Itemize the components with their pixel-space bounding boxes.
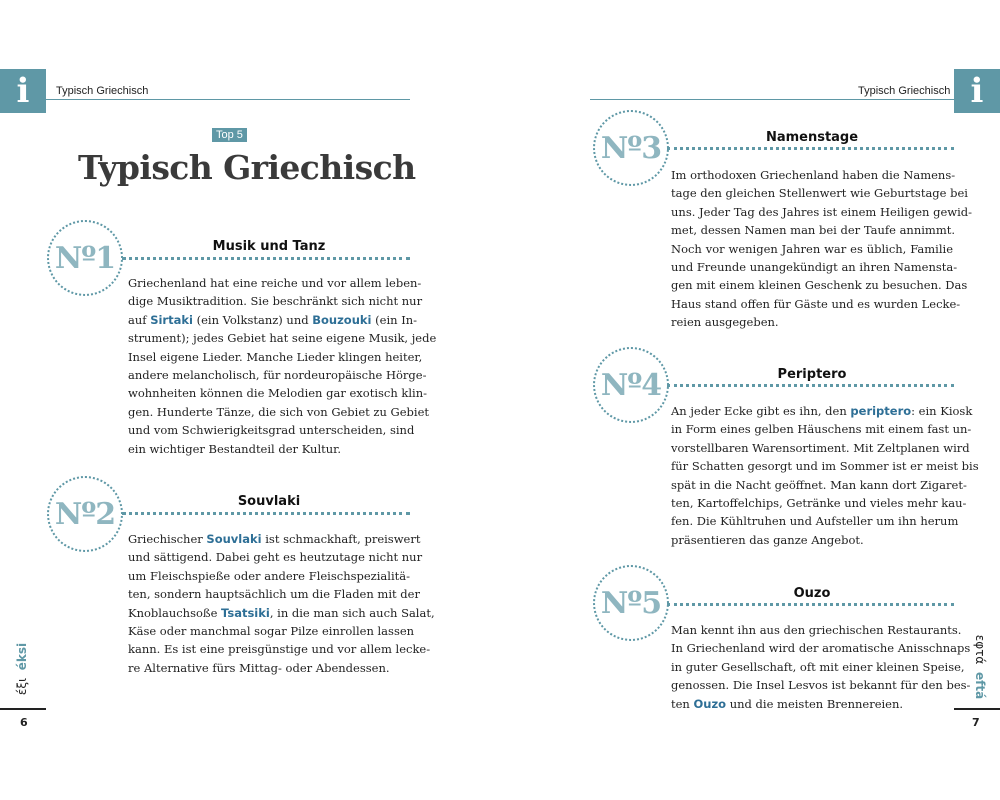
text-line: ten, sondern hauptsächlich um die Fladen mit der [128,587,420,602]
dotted-rule [667,147,954,150]
keyword: Ouzo [693,696,727,711]
text-line: ein wichtiger Bestandteil der Kultur. [128,441,342,456]
text-line: spät in die Nacht geöffnet. Man kann dort Zigaret- [671,477,967,492]
text-line: Griechenland hat eine reiche und vor allem leben- [128,276,422,290]
greek-word: εφτά [973,634,988,665]
text-line: in guter Gesellschaft, oft mit einer kleinen Speise, [671,659,965,674]
text-line: Knoblauchsoße Tsatsiki, in die man sich auch Salat, [128,605,435,620]
page-number-right: 7 [972,716,980,729]
greek-translit: éksi [15,642,30,671]
text-line: und Freunde unangekündigt an ihren Namensta- [671,260,958,275]
text-line: tage den gleichen Stellenwert wie Geburtstage bei [671,186,968,201]
text-line: dige Musiktradition. Sie beschränkt sich nicht nur [128,294,423,309]
number-badge: Nº2 [47,476,123,552]
text-line: fen. Die Kühltruhen und Aufsteller um ihn herum [671,514,959,529]
keyword: periptero [850,404,912,418]
text-line: An jeder Ecke gibt es ihn, den periptero: ein Kiosk [671,404,973,418]
number-badge: Nº3 [593,110,669,186]
text-line: strument); jedes Gebiet hat seine eigene Musik, jede [128,331,437,346]
text-line: met, dessen Namen man bei der Taufe annimmt. [671,223,956,238]
section-body [671,166,973,332]
text-line: andere melancholisch, für nordeuropäische Hörge- [128,368,427,383]
text-line: genossen. Die Insel Lesvos ist bekannt für den bes- [671,678,971,693]
section-body [671,621,971,713]
page-title: Typisch Griechisch [78,148,416,187]
margin-number-word-right [973,635,987,699]
number-badge: Nº1 [47,220,123,296]
page-rule [0,708,46,710]
section-body [128,530,435,677]
text-line: gen. Hunderte Tänze, die sich von Gebiet zu Gebiet [128,404,430,419]
text-line: ten Ouzo und die meisten Brennereien. [671,696,904,711]
margin-number-word-left [15,643,29,695]
number-badge: Nº4 [593,347,669,423]
text-line: Noch vor wenigen Jahren war es üblich, Familie [671,241,953,256]
keyword: Souvlaki [206,532,262,546]
page-number-left: 6 [20,716,28,729]
running-title-right: Typisch Griechisch [858,85,951,97]
section-title: Souvlaki [237,494,301,509]
text-line: um Fleischspieße oder andere Fleischspezialitä- [128,568,410,583]
section-title: Musik und Tanz [212,239,326,254]
greek-translit: eftá [973,671,988,700]
top-badge: Top 5 [212,128,247,142]
text-line: Griechischer Souvlaki ist schmackhaft, preiswert [128,532,421,546]
text-line: und vom Schwierigkeitsgrad unterscheiden, sind [128,423,415,438]
section-title: Periptero [777,367,847,382]
text-line: präsentieren das ganze Angebot. [671,532,864,547]
text-line: Man kennt ihn aus den griechischen Restaurants. [671,623,962,637]
text-line: re Alternative fürs Mittag- oder Abendessen. [128,660,390,675]
text-line: wohnheiten können die Melodien gar exotisch klin- [128,386,428,401]
keyword: Tsatsiki [221,605,270,620]
greek-word: έξι [15,677,30,696]
text-line: uns. Jeder Tag des Jahres ist einem Heiligen gewid- [671,204,973,219]
text-line: gen mit einem kleinen Geschenk zu besuchen. Das [671,278,968,293]
section-title: Ouzo [793,586,831,601]
keyword: Sirtaki [150,312,193,327]
text-line: Käse oder manchmal sogar Pilze einrollen lassen [128,624,415,639]
info-icon: i [0,69,46,113]
section-title: Namenstage [765,130,859,145]
text-line: In Griechenland wird der aromatische Anisschnaps [671,641,971,656]
text-line: Haus stand offen für Gäste und es wurden Lecke- [671,296,961,311]
text-line: und sättigend. Dabei geht es heutzutage nicht nur [128,550,423,565]
number-badge: Nº5 [593,565,669,641]
header-rule [46,99,410,100]
text-line: auf Sirtaki (ein Volkstanz) und Bouzouki (ein In- [128,312,418,327]
info-icon: i [954,69,1000,113]
text-line: kann. Es ist eine preisgünstige und vor allem lecke- [128,642,431,657]
header-rule [590,99,954,100]
text-line: Insel eigene Lieder. Manche Lieder klingen heiter, [128,349,423,364]
dotted-rule [667,384,954,387]
text-line: ten, Kartoffelchips, Getränke und vieles mehr kau- [671,496,967,511]
keyword: Bouzouki [312,312,372,327]
section-body [671,402,979,549]
text-line: vorstellbaren Warensortiment. Mit Zeltplanen wird [671,440,970,455]
dotted-rule [667,603,954,606]
text-line: Im orthodoxen Griechenland haben die Namens- [671,168,956,182]
dotted-rule [122,512,410,515]
dotted-rule [122,257,410,260]
running-title-left: Typisch Griechisch [56,85,149,97]
text-line: reien ausgegeben. [671,315,779,330]
page-rule [954,708,1000,710]
text-line: in Form eines gelben Häuschens mit einem fast un- [671,422,972,437]
section-body [128,274,437,458]
text-line: für Schatten gesorgt und im Sommer ist er meist bis [671,459,979,474]
